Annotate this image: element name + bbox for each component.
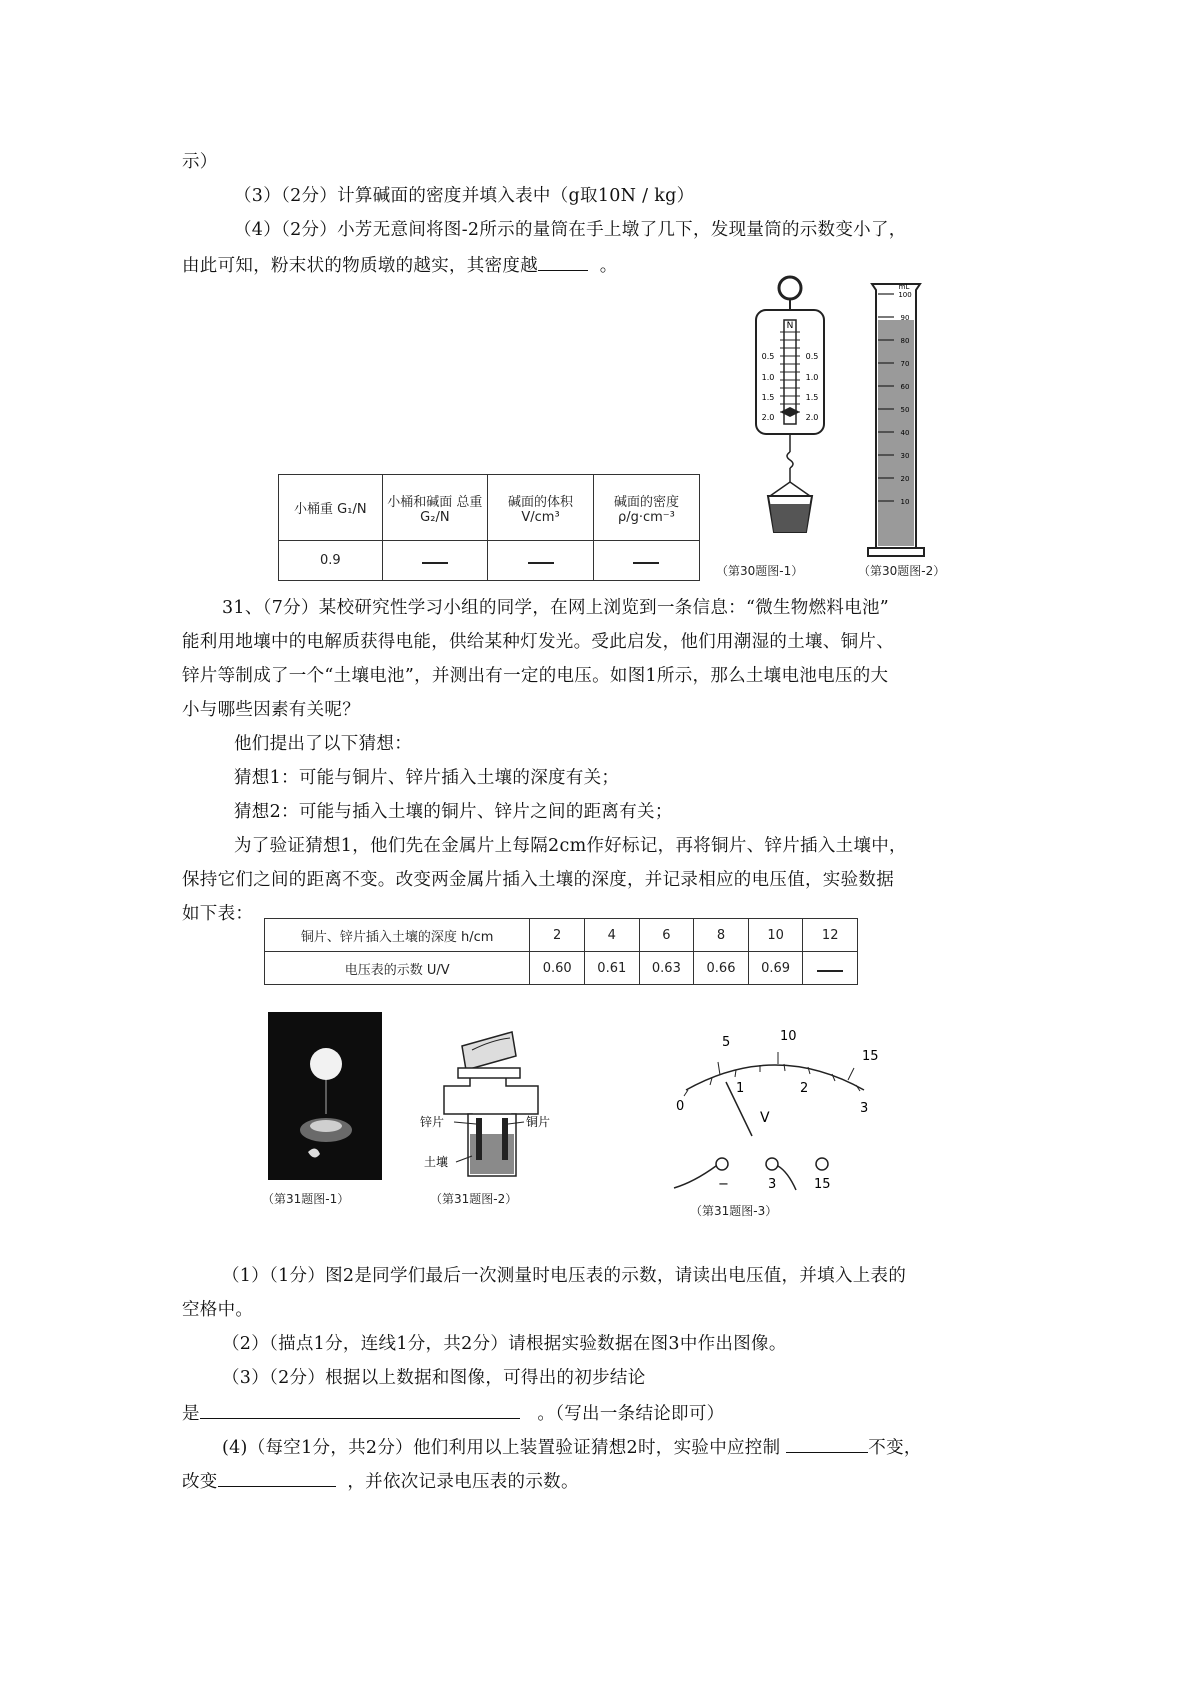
subq-3-line2 <box>182 1400 724 1426</box>
table30-blank-volume[interactable] <box>488 541 594 581</box>
table31-depth-1: 2 <box>530 919 585 952</box>
caption-fig31-1: （第31题图-1） <box>262 1192 350 1206</box>
dial-top-5: 5 <box>722 1035 731 1050</box>
table31-row2-label: 电压表的示数 U/V <box>265 952 530 985</box>
label-zinc: 锌片 <box>420 1115 445 1129</box>
q30-line-1: 示） <box>182 152 218 172</box>
dial-bottom-3: 3 <box>860 1101 869 1116</box>
soil-battery-photo <box>268 1012 382 1180</box>
subq-4-mid: 不变， <box>868 1438 922 1458</box>
table31-depth-6: 12 <box>803 919 858 952</box>
subq-1-line1: （1）（1分）图2是同学们最后一次测量时电压表的示数，请读出电压值，并填入上表的 <box>222 1266 907 1286</box>
voltmeter-dial <box>650 1030 900 1210</box>
subq-3-prefix: 是 <box>182 1404 200 1424</box>
spring-tick-left-1: 0.5 <box>761 352 775 361</box>
table31-voltage-blank[interactable] <box>803 952 858 985</box>
hypothesis-2: 猜想2：可能与插入土壤的铜片、锌片之间的距离有关； <box>234 802 673 822</box>
table31-depth-2: 4 <box>584 919 639 952</box>
subq-1-line2: 空格中。 <box>182 1300 254 1320</box>
caption-fig31-2: （第31题图-2） <box>430 1192 518 1206</box>
q31-line-2: 能利用地壤中的电解质获得电能，供给某种灯发光。受此启发，他们用潮湿的土壤、铜片、 <box>182 632 894 652</box>
subq-4-line2 <box>182 1468 579 1494</box>
q30-part4-end: 。 <box>599 256 618 276</box>
q31-line-8: 为了验证猜想1，他们先在金属片上每隔2cm作好标记，再将铜片、锌片插入土壤中， <box>234 836 907 856</box>
spring-tick-left-3: 1.5 <box>761 393 775 402</box>
subq-4-change: 改变 <box>182 1472 218 1492</box>
table30-header-2: 小桶和碱面 总重 G₂/N <box>382 475 488 541</box>
hypothesis-1: 猜想1：可能与铜片、锌片插入土壤的深度有关； <box>234 768 620 788</box>
subq-3-line1: （3）（2分）根据以上数据和图像，可得出的初步结论 <box>222 1368 646 1388</box>
caption-fig31-3: （第31题图-3） <box>690 1204 778 1218</box>
table31-depth-4: 8 <box>694 919 749 952</box>
cyl-tick-20: 20 <box>900 475 910 483</box>
soil-battery-setup <box>420 1010 590 1185</box>
spring-tick-left-2: 1.0 <box>761 373 775 382</box>
spring-tick-right-2: 1.0 <box>805 373 819 382</box>
cyl-tick-10: 10 <box>900 498 910 506</box>
q30-part3: （3）（2分）计算碱面的密度并填入表中（g取10N / kg） <box>234 186 695 206</box>
q31-line-4: 小与哪些因素有关呢？ <box>182 700 360 720</box>
table31-voltage-1: 0.60 <box>530 952 585 985</box>
subq-4-text: (4)（每空1分，共2分）他们利用以上装置验证猜想2时，实验中应控制 <box>222 1438 781 1458</box>
dial-top-10: 10 <box>780 1029 797 1044</box>
table30-blank-g2[interactable] <box>382 541 488 581</box>
terminal-15: 15 <box>814 1177 831 1192</box>
q30-part4-line1: （4）（2分）小芳无意间将图-2所示的量筒在手上墩了几下，发现量筒的示数变小了， <box>234 220 907 240</box>
spring-unit-label: N <box>786 321 794 331</box>
subq-2: （2）（描点1分，连线1分，共2分）请根据实验数据在图3中作出图像。 <box>222 1334 787 1354</box>
table31-row1-label: 铜片、锌片插入土壤的深度 h/cm <box>265 919 530 952</box>
table31-voltage-2: 0.61 <box>584 952 639 985</box>
cyl-tick-30: 30 <box>900 452 910 460</box>
table31-voltage-3: 0.63 <box>639 952 694 985</box>
q31-line-10: 如下表： <box>182 904 254 924</box>
cyl-tick-90: 90 <box>900 314 910 322</box>
subq-4-end: ，并依次记录电压表的示数。 <box>347 1472 579 1492</box>
dial-top-15: 15 <box>862 1049 879 1064</box>
answer-blank-controlled[interactable] <box>786 1434 868 1453</box>
q31-line-3: 锌片等制成了一个“土壤电池”，并测出有一定的电压。如图1所示，那么土壤电池电压的大 <box>182 666 889 686</box>
label-soil: 土壤 <box>424 1155 449 1169</box>
table-q30 <box>278 474 700 581</box>
table30-blank-density[interactable] <box>593 541 699 581</box>
cyl-tick-40: 40 <box>900 429 910 437</box>
spring-tick-right-4: 2.0 <box>805 413 819 422</box>
subq-4-line1 <box>222 1434 922 1460</box>
spring-scale-figure <box>740 276 840 566</box>
subq-3-suffix: 。（写出一条结论即可） <box>537 1404 725 1424</box>
dial-bottom-2: 2 <box>800 1081 809 1096</box>
table-q31 <box>264 918 858 985</box>
table31-depth-3: 6 <box>639 919 694 952</box>
cylinder-unit: mL <box>898 283 910 291</box>
cyl-tick-100: 100 <box>898 291 912 299</box>
cyl-tick-70: 70 <box>900 360 910 368</box>
table31-depth-5: 10 <box>748 919 803 952</box>
dial-bottom-1: 1 <box>736 1081 745 1096</box>
cyl-tick-80: 80 <box>900 337 910 345</box>
dial-bottom-0: 0 <box>676 1099 685 1114</box>
spring-tick-right-1: 0.5 <box>805 352 819 361</box>
q31-line-5: 他们提出了以下猜想： <box>234 734 412 754</box>
answer-blank-density[interactable] <box>538 252 588 271</box>
terminal-3: 3 <box>768 1177 777 1192</box>
cyl-tick-60: 60 <box>900 383 910 391</box>
caption-fig30-2: （第30题图-2） <box>858 564 946 578</box>
table30-header-3: 碱面的体积 V/cm³ <box>488 475 594 541</box>
spring-tick-left-4: 2.0 <box>761 413 775 422</box>
dial-unit-v: V <box>760 1110 770 1126</box>
table30-cell-g1: 0.9 <box>279 541 383 581</box>
table30-header-4: 碱面的密度 ρ/g·cm⁻³ <box>593 475 699 541</box>
answer-blank-changed[interactable] <box>218 1468 336 1487</box>
table31-voltage-4: 0.66 <box>694 952 749 985</box>
q31-line-9: 保持它们之间的距离不变。改变两金属片插入土壤的深度，并记录相应的电压值，实验数据 <box>182 870 894 890</box>
label-copper: 铜片 <box>526 1115 551 1129</box>
caption-fig30-1: （第30题图-1） <box>716 564 804 578</box>
table31-voltage-5: 0.69 <box>748 952 803 985</box>
answer-blank-conclusion[interactable] <box>200 1400 520 1419</box>
measuring-cylinder-figure <box>864 280 934 580</box>
table30-header-1: 小桶重 G₁/N <box>279 475 383 541</box>
q30-part4-text: 由此可知，粉末状的物质墩的越实，其密度越 <box>182 256 538 276</box>
terminal-minus: − <box>718 1177 729 1192</box>
q31-line-1: 31、（7分）某校研究性学习小组的同学，在网上浏览到一条信息：“微生物燃料电池” <box>222 598 890 618</box>
q30-part4-line2 <box>182 252 618 278</box>
spring-tick-right-3: 1.5 <box>805 393 819 402</box>
cyl-tick-50: 50 <box>900 406 910 414</box>
